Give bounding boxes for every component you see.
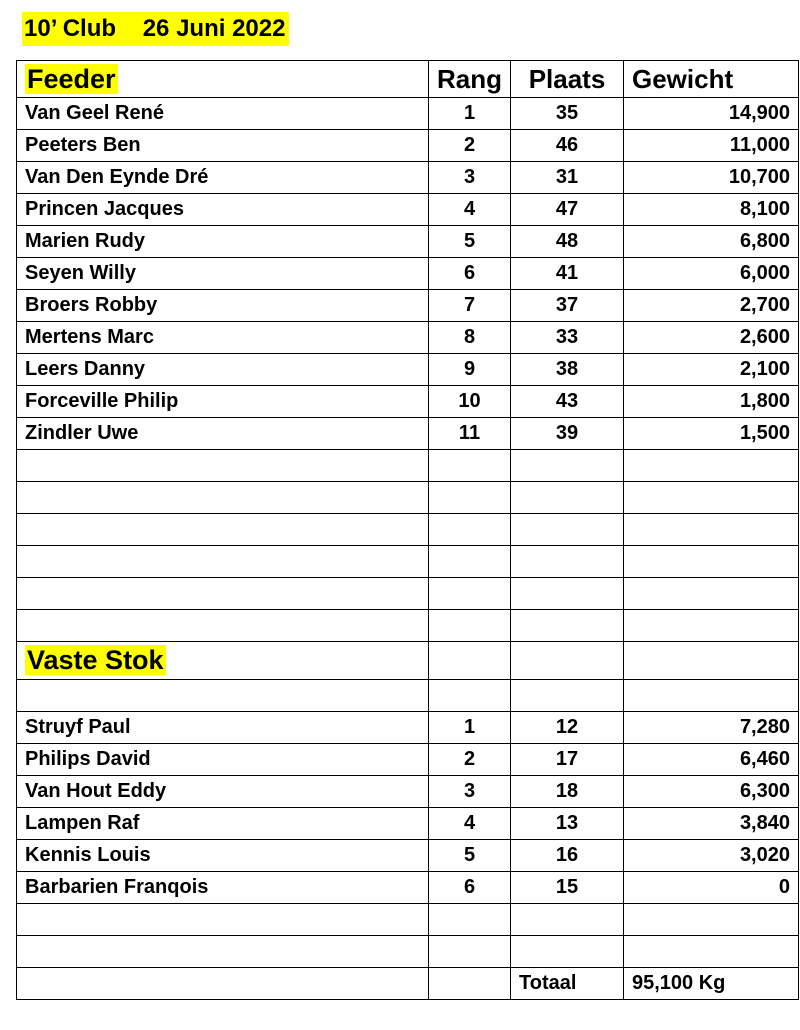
cell-rang: 6 (429, 872, 511, 904)
empty-cell (511, 680, 624, 712)
empty-cell (624, 680, 799, 712)
empty-cell (624, 642, 799, 680)
table-row (17, 322, 799, 354)
column-header-plaats: Plaats (511, 61, 624, 98)
total-value: 95,100 Kg (624, 968, 799, 1000)
cell-gewicht: 6,000 (624, 258, 799, 290)
empty-cell (429, 680, 511, 712)
cell-name: Broers Robby (17, 290, 429, 322)
empty-cell (624, 936, 799, 968)
empty-cell (624, 578, 799, 610)
empty-cell (429, 546, 511, 578)
cell-plaats: 35 (511, 98, 624, 130)
empty-cell (511, 578, 624, 610)
empty-cell (429, 904, 511, 936)
section-title-feeder: Feeder (17, 61, 429, 98)
cell-plaats: 38 (511, 354, 624, 386)
empty-cell (429, 642, 511, 680)
cell-gewicht: 2,700 (624, 290, 799, 322)
table-row (17, 162, 799, 194)
cell-gewicht: 1,800 (624, 386, 799, 418)
table-row (17, 258, 799, 290)
empty-cell (624, 546, 799, 578)
empty-cell (17, 578, 429, 610)
empty-row (17, 904, 799, 936)
cell-gewicht: 8,100 (624, 194, 799, 226)
cell-name: Leers Danny (17, 354, 429, 386)
empty-cell (624, 904, 799, 936)
table-row (17, 744, 799, 776)
empty-row (17, 578, 799, 610)
table-row (17, 194, 799, 226)
empty-cell (624, 482, 799, 514)
table-row (17, 776, 799, 808)
cell-name: Princen Jacques (17, 194, 429, 226)
empty-cell (17, 680, 429, 712)
cell-name: Marien Rudy (17, 226, 429, 258)
cell-rang: 10 (429, 386, 511, 418)
empty-cell (17, 904, 429, 936)
cell-rang: 3 (429, 776, 511, 808)
empty-cell (17, 546, 429, 578)
cell-plaats: 17 (511, 744, 624, 776)
empty-row (17, 450, 799, 482)
cell-rang: 4 (429, 194, 511, 226)
cell-plaats: 43 (511, 386, 624, 418)
cell-gewicht: 6,300 (624, 776, 799, 808)
table-row (17, 354, 799, 386)
cell-plaats: 13 (511, 808, 624, 840)
cell-plaats: 31 (511, 162, 624, 194)
cell-rang: 4 (429, 808, 511, 840)
column-header-rang: Rang (429, 61, 511, 98)
cell-rang: 3 (429, 162, 511, 194)
cell-name: Mertens Marc (17, 322, 429, 354)
cell-rang: 5 (429, 226, 511, 258)
cell-plaats: 18 (511, 776, 624, 808)
cell-name: Van Hout Eddy (17, 776, 429, 808)
cell-rang: 2 (429, 744, 511, 776)
cell-rang: 9 (429, 354, 511, 386)
cell-name: Philips David (17, 744, 429, 776)
empty-cell (624, 450, 799, 482)
empty-row (17, 514, 799, 546)
cell-gewicht: 2,100 (624, 354, 799, 386)
results-table (16, 60, 799, 1000)
empty-cell (17, 482, 429, 514)
cell-name: Struyf Paul (17, 712, 429, 744)
empty-cell (17, 610, 429, 642)
cell-name: Van Den Eynde Dré (17, 162, 429, 194)
empty-cell (429, 610, 511, 642)
cell-gewicht: 3,840 (624, 808, 799, 840)
empty-cell (624, 610, 799, 642)
cell-rang: 7 (429, 290, 511, 322)
empty-cell (429, 936, 511, 968)
empty-cell (511, 610, 624, 642)
section-title-vaste-stok: Vaste Stok (17, 642, 429, 680)
empty-cell (17, 450, 429, 482)
table-row (17, 808, 799, 840)
cell-name: Seyen Willy (17, 258, 429, 290)
cell-plaats: 16 (511, 840, 624, 872)
cell-gewicht: 7,280 (624, 712, 799, 744)
page-title: 10’ Club 26 Juni 2022 (22, 12, 289, 46)
cell-plaats: 48 (511, 226, 624, 258)
empty-row (17, 936, 799, 968)
table-row (17, 98, 799, 130)
cell-gewicht: 6,460 (624, 744, 799, 776)
table-row (17, 386, 799, 418)
table-header-row (17, 61, 799, 98)
cell-gewicht: 11,000 (624, 130, 799, 162)
cell-name: Kennis Louis (17, 840, 429, 872)
empty-cell (17, 968, 429, 1000)
table-row (17, 840, 799, 872)
cell-rang: 5 (429, 840, 511, 872)
empty-cell (511, 936, 624, 968)
empty-cell (429, 450, 511, 482)
cell-plaats: 33 (511, 322, 624, 354)
table-row (17, 290, 799, 322)
cell-plaats: 39 (511, 418, 624, 450)
cell-gewicht: 1,500 (624, 418, 799, 450)
cell-gewicht: 3,020 (624, 840, 799, 872)
cell-rang: 2 (429, 130, 511, 162)
cell-rang: 8 (429, 322, 511, 354)
cell-name: Van Geel René (17, 98, 429, 130)
empty-cell (511, 514, 624, 546)
table-row (17, 226, 799, 258)
cell-name: Barbarien Franqois (17, 872, 429, 904)
empty-cell (17, 514, 429, 546)
empty-row (17, 610, 799, 642)
table-row (17, 130, 799, 162)
cell-rang: 6 (429, 258, 511, 290)
cell-gewicht: 14,900 (624, 98, 799, 130)
empty-row (17, 482, 799, 514)
section-row (17, 642, 799, 680)
cell-rang: 11 (429, 418, 511, 450)
table-row (17, 418, 799, 450)
cell-gewicht: 2,600 (624, 322, 799, 354)
empty-cell (511, 482, 624, 514)
empty-row (17, 546, 799, 578)
cell-gewicht: 0 (624, 872, 799, 904)
empty-cell (511, 642, 624, 680)
total-label: Totaal (511, 968, 624, 1000)
cell-rang: 1 (429, 712, 511, 744)
empty-cell (624, 514, 799, 546)
cell-plaats: 46 (511, 130, 624, 162)
empty-row (17, 680, 799, 712)
cell-name: Forceville Philip (17, 386, 429, 418)
empty-cell (429, 514, 511, 546)
empty-cell (429, 482, 511, 514)
cell-rang: 1 (429, 98, 511, 130)
total-row (17, 968, 799, 1000)
cell-name: Lampen Raf (17, 808, 429, 840)
cell-name: Zindler Uwe (17, 418, 429, 450)
table-row (17, 712, 799, 744)
empty-cell (17, 936, 429, 968)
empty-cell (511, 546, 624, 578)
cell-plaats: 37 (511, 290, 624, 322)
cell-name: Peeters Ben (17, 130, 429, 162)
empty-cell (429, 968, 511, 1000)
table-row (17, 872, 799, 904)
cell-gewicht: 6,800 (624, 226, 799, 258)
empty-cell (429, 578, 511, 610)
cell-plaats: 47 (511, 194, 624, 226)
column-header-gewicht: Gewicht (624, 61, 799, 98)
cell-plaats: 15 (511, 872, 624, 904)
cell-plaats: 41 (511, 258, 624, 290)
empty-cell (511, 450, 624, 482)
cell-gewicht: 10,700 (624, 162, 799, 194)
empty-cell (511, 904, 624, 936)
cell-plaats: 12 (511, 712, 624, 744)
